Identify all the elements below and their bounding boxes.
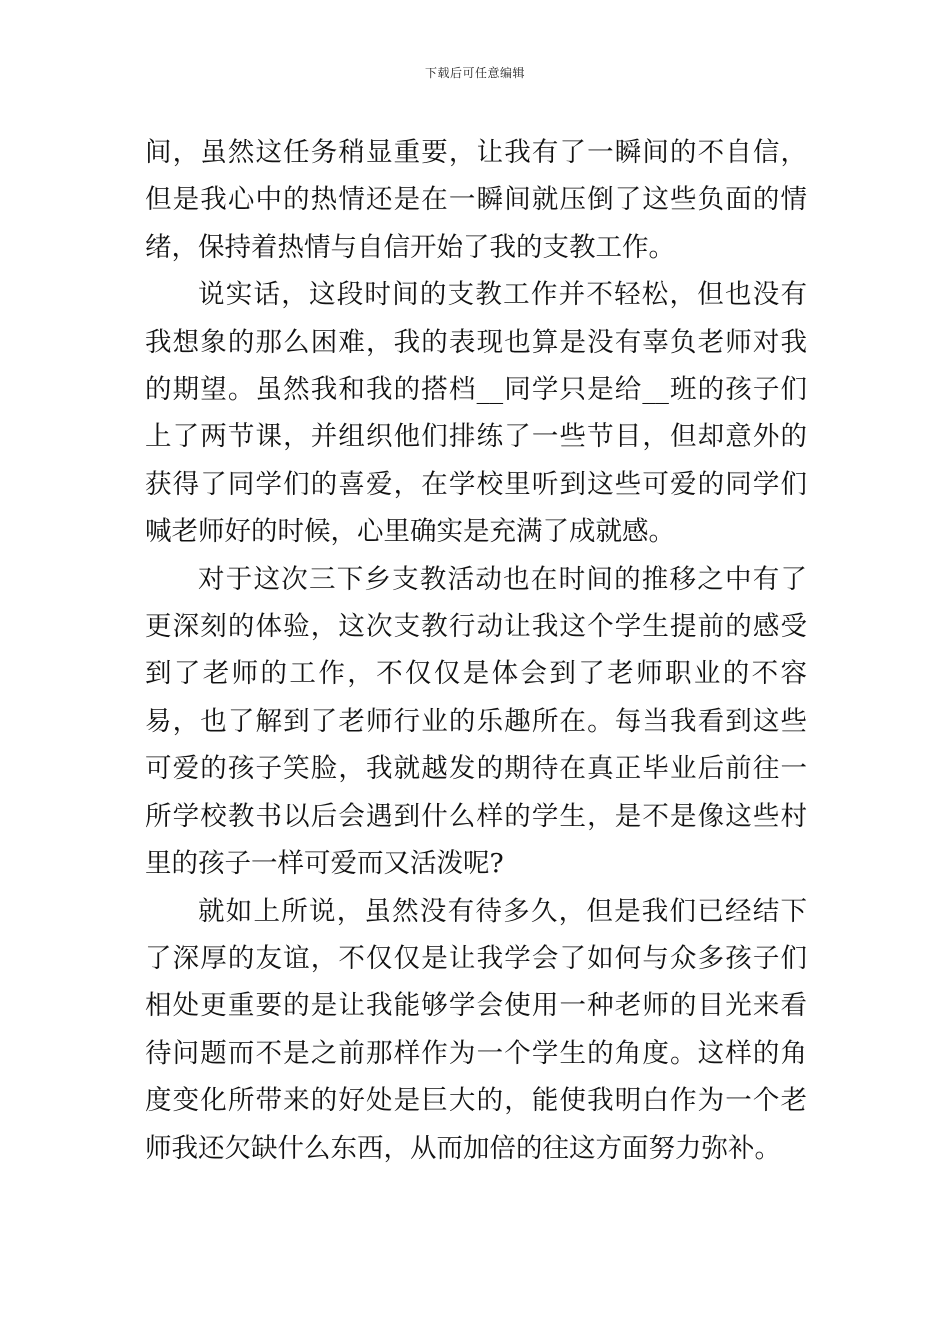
paragraph-continuation: 间，虽然这任务稍显重要，让我有了一瞬间的不自信，但是我心中的热情还是在一瞬间就压倒了这些负面的情绪，保持着热情与自信开始了我的支教工作。 <box>145 137 807 263</box>
page-header: 下载后可任意编辑 <box>424 66 525 80</box>
paragraph-work-experience: 说实话，这段时间的支教工作并不轻松，但也没有我想象的那么困难，我的表现也算是没有辜负老师对我的期望。虽然我和我的搭档__同学只是给__班的孩子们上了两节课，并组织他们排练了一些节目，但却意外的获得了同学们的喜爱，在学校里听到这些可爱的同学们喊老师好的时候，心里确实是充满了成就感。 <box>145 279 807 548</box>
paragraph-friendship: 就如上所说，虽然没有待多久，但是我们已经结下了深厚的友谊，不仅仅是让我学会了如何与众多孩子们相处更重要的是让我能够学会使用一种老师的目光来看待问题而不是之前那样作为一个学生的角度。这样的角度变化所带来的好处是巨大的，能使我明白作为一个老师我还欠缺什么东西，从而加倍的往这方面努力弥补。 <box>145 895 807 1164</box>
paragraph-deeper-experience: 对于这次三下乡支教活动也在时间的推移之中有了更深刻的体验，这次支教行动让我这个学生提前的感受到了老师的工作，不仅仅是体会到了老师职业的不容易，也了解到了老师行业的乐趣所在。每当我看到这些可爱的孩子笑脸，我就越发的期待在真正毕业后前往一所学校教书以后会遇到什么样的学生，是不是像这些村里的孩子一样可爱而又活泼呢? <box>145 563 807 880</box>
document-body <box>145 129 807 1172</box>
